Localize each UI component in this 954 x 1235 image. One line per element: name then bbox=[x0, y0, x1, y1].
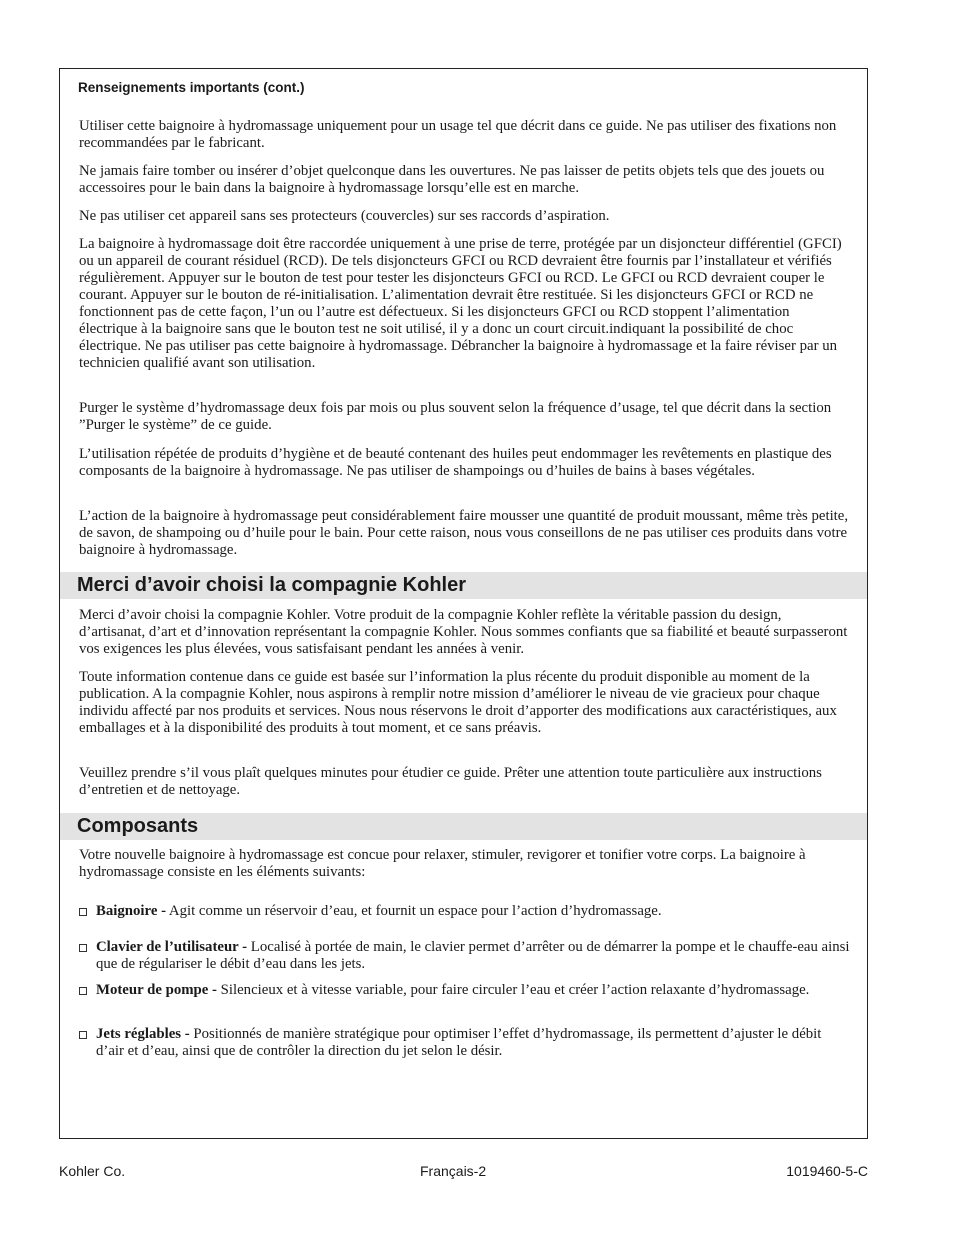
important-paragraph-5 bbox=[79, 400, 851, 434]
paragraph-text: Merci d’avoir choisi la compagnie Kohler. Votre produit de la compagnie Kohler reflète la véritable passion du design, d’artisanat, d’art et d’innovation représentant la compagnie Kohler. Nous sommes confiants que sa fiabilité et beauté surpasseront vos exigences les plus élevées, vous satisfaisant pendant les années à venir. bbox=[79, 607, 848, 657]
square-bullet-icon bbox=[79, 987, 87, 995]
list-item-term: Moteur de pompe - bbox=[96, 982, 217, 998]
paragraph-text: Utiliser cette baignoire à hydromassage uniquement pour un usage tel que décrit dans ce guide. Ne pas utiliser des fixations non recommandées par le fabricant. bbox=[79, 118, 837, 151]
important-paragraph-2 bbox=[79, 163, 851, 197]
thanks-paragraph-1 bbox=[79, 607, 851, 658]
thanks-paragraph-3 bbox=[79, 765, 851, 799]
components-section-title: Composants bbox=[77, 815, 199, 837]
section-subheading: Renseignements importants (cont.) bbox=[78, 80, 305, 95]
list-item-description: Silencieux et à vitesse variable, pour faire circuler l’eau et créer l’action relaxante d’hydromassage. bbox=[216, 982, 810, 998]
paragraph-text: L’action de la baignoire à hydromassage peut considérablement faire mousser une quantité de produit moussant, même très petite, de savon, de shampoing ou d’huile pour le bain. Pour cette raison, nous vous conseillons de ne pas utiliser ces produits dans votre baignoire à hydromassage. bbox=[79, 508, 849, 558]
list-item bbox=[79, 939, 851, 973]
paragraph-text: Ne jamais faire tomber ou insérer d’objet quelconque dans les ouvertures. Ne pas laisser de petits objets tels que des jouets ou accessoires pour le bain dans la baignoire à hydromassage lorsqu’elle est en marche. bbox=[79, 163, 825, 196]
important-paragraph-6 bbox=[79, 446, 851, 480]
list-item-description: Localisé à portée de main, le clavier permet d’arrêter ou de démarrer la pompe et le chauffe-eau ainsi que de régulariser le débit d’eau dans les jets. bbox=[96, 939, 850, 972]
footer-document-number: 1019460-5-C bbox=[786, 1163, 868, 1179]
important-paragraph-3 bbox=[79, 208, 851, 225]
list-item-text bbox=[96, 903, 851, 920]
components-intro bbox=[79, 847, 851, 881]
footer-page-number: Français-2 bbox=[420, 1163, 487, 1179]
thanks-paragraph-2 bbox=[79, 669, 851, 737]
list-item-term: Baignoire - bbox=[96, 903, 167, 919]
list-item-text bbox=[96, 939, 851, 973]
list-item-term: Jets réglables - bbox=[96, 1026, 190, 1042]
paragraph-text: Votre nouvelle baignoire à hydromassage est concue pour relaxer, stimuler, revigorer et tonifier votre corps. La baignoire à hydromassage consiste en les éléments suivants: bbox=[79, 847, 806, 880]
paragraph-text: Toute information contenue dans ce guide est basée sur l’information la plus récente du produit disponible au moment de la publication. A la compagnie Kohler, nous aspirons à remplir notre mission d’améliorer le niveau de vie gracieux pour chaque individu affecté par nos produits et services. Nous nous réservons le droit d’apporter des modifications aux caractéristiques, aux emballages et à la disponibilité des produits à tout moment, et ce sans préavis. bbox=[79, 669, 837, 736]
important-paragraph-4 bbox=[79, 236, 851, 372]
paragraph-text: Purger le système d’hydromassage deux fois par mois ou plus souvent selon la fréquence d’usage, tel que décrit dans la section ”Purger le système” de ce guide. bbox=[79, 400, 832, 433]
list-item bbox=[79, 982, 851, 999]
square-bullet-icon bbox=[79, 1031, 87, 1039]
thanks-section-header bbox=[60, 572, 867, 599]
list-item-description: Positionnés de manière stratégique pour optimiser l’effet d’hydromassage, ils permettent d’ajuster le débit d’air et d’eau, ainsi que de contrôler la direction du jet selon le désir. bbox=[96, 1026, 822, 1059]
paragraph-text: L’utilisation répétée de produits d’hygiène et de beauté contenant des huiles peut endommager les revêtements en plastique des composants de la baignoire à hydromassage. Ne pas utiliser de shampoings ou d’huiles de bains à bases végétales. bbox=[79, 446, 832, 479]
list-item-text bbox=[96, 1026, 851, 1060]
components-section-header bbox=[60, 813, 867, 840]
footer-company: Kohler Co. bbox=[59, 1163, 126, 1179]
thanks-section-title: Merci d’avoir choisi la compagnie Kohler bbox=[77, 574, 466, 596]
paragraph-text: Veuillez prendre s’il vous plaît quelques minutes pour étudier ce guide. Prêter une attention toute particulière aux instructions d’entretien et de nettoyage. bbox=[79, 765, 822, 798]
page-frame bbox=[59, 68, 868, 1139]
square-bullet-icon bbox=[79, 908, 87, 916]
paragraph-text: Ne pas utiliser cet appareil sans ses protecteurs (couvercles) sur ses raccords d’aspiration. bbox=[79, 208, 610, 224]
list-item bbox=[79, 1026, 851, 1060]
important-paragraph-7 bbox=[79, 508, 851, 559]
list-item-text bbox=[96, 982, 851, 999]
paragraph-text: La baignoire à hydromassage doit être raccordée uniquement à une prise de terre, protégée par un disjoncteur différentiel (GFCI) ou un appareil de courant résiduel (RCD). De tels disjoncteurs GFCI ou RCD devraient être fournis par l’installateur et vérifiés régulièrement. Appuyer sur le bouton de test pour tester les disjoncteurs GFCI ou RCD. Le GFCI ou RCD devraient couper le courant. Appuyer sur le bouton de ré-initialisation. L’alimentation devrait être restituée. Si les disjoncteurs GFCI or RCD ne fonctionnent pas de cette façon, l’un ou l’autre est défectueux. Si les disjoncteurs GFCI ou RCD stoppent l’alimentation électrique à la baignoire sans que le bouton test ne soit utilisé, il y a donc un court circuit.indiquant la possibilité de choc électrique. Ne pas utiliser pas cette baignoire à hydromassage. Débrancher la baignoire à hydromassage et la faire réviser par un technicien qualifié avant son utilisation. bbox=[79, 236, 842, 371]
list-item bbox=[79, 903, 851, 920]
square-bullet-icon bbox=[79, 944, 87, 952]
list-item-term: Clavier de l’utilisateur - bbox=[96, 939, 248, 955]
list-item-description: Agit comme un réservoir d’eau, et fournit un espace pour l’action d’hydromassage. bbox=[166, 903, 662, 919]
important-paragraph-1 bbox=[79, 118, 851, 152]
